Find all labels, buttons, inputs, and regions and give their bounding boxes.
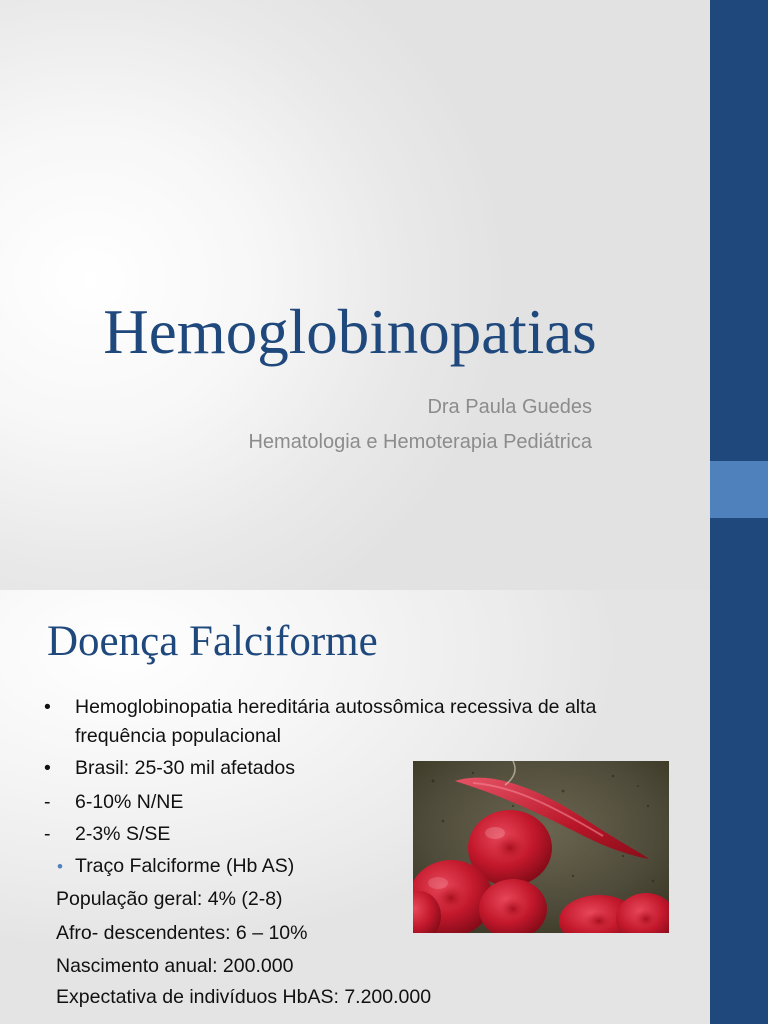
list-item: Expectativa de indivíduos HbAS: 7.200.000 [56, 986, 432, 1008]
bullet-marker: • [44, 757, 51, 779]
list-item: Nascimento anual: 200.000 [56, 955, 294, 977]
author-specialty: Hematologia e Hemoterapia Pediátrica [248, 431, 592, 453]
bullet-marker: • [44, 696, 51, 718]
sickle-cell-image [413, 761, 669, 933]
list-item: Traço Falciforme (Hb AS) [75, 855, 295, 877]
list-item: População geral: 4% (2-8) [56, 888, 283, 910]
content-slide-sidebar [710, 590, 768, 1024]
presentation-title: Hemoglobinopatias [103, 297, 597, 367]
list-item: Afro- descendentes: 6 – 10% [56, 922, 308, 944]
list-item: 2-3% S/SE [75, 823, 171, 845]
dash-marker: - [44, 823, 51, 845]
list-item: Hemoglobinopatia hereditária autossômica recessiva de alta [75, 696, 597, 718]
list-item: 6-10% N/NE [75, 791, 184, 813]
sidebar-accent-block [710, 461, 768, 518]
list-item: frequência populacional [75, 725, 281, 747]
title-slide-sidebar [710, 0, 768, 590]
presentation-subtitle [248, 390, 592, 460]
author-name: Dra Paula Guedes [427, 396, 592, 418]
content-slide [0, 590, 710, 1024]
list-item: Brasil: 25-30 mil afetados [75, 757, 296, 779]
dash-marker: - [44, 791, 51, 813]
slide-title: Doença Falciforme [47, 618, 378, 665]
bullet-marker-blue: • [57, 857, 63, 876]
